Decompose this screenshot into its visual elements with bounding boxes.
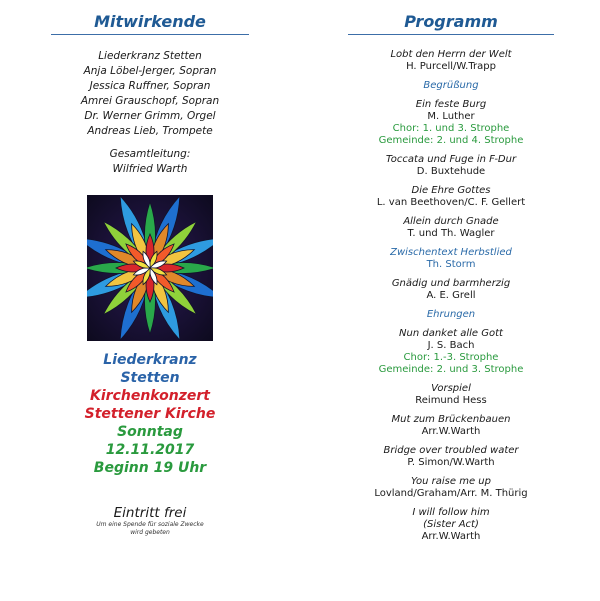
programme-line: Lobt den Herrn der Welt bbox=[390, 49, 512, 60]
event-time: Beginn 19 Uhr bbox=[93, 460, 207, 476]
performer: Anja Löbel-Jerger, Sopran bbox=[83, 65, 217, 77]
programme-line: Ehrungen bbox=[426, 309, 476, 320]
programme-item bbox=[348, 216, 554, 240]
programme-line: J. S. Bach bbox=[427, 340, 475, 351]
programme-line: Nun danket alle Gott bbox=[399, 328, 503, 339]
programme-line: Arr.W.Warth bbox=[421, 426, 481, 437]
programme-item bbox=[348, 278, 554, 302]
programme-item bbox=[348, 383, 554, 407]
programme-line: Lovland/Graham/Arr. M. Thürig bbox=[374, 488, 528, 499]
heading-rule bbox=[51, 34, 249, 35]
programme-line: Gemeinde: 2. und 4. Strophe bbox=[378, 135, 524, 146]
programme-line: Vorspiel bbox=[431, 383, 471, 394]
performer: Liederkranz Stetten bbox=[98, 50, 202, 62]
donation-note-line: Um eine Spende für soziale Zwecke bbox=[96, 521, 204, 528]
gesamtleitung bbox=[50, 147, 250, 177]
admission-free: Eintritt frei bbox=[113, 505, 187, 521]
gesamtleitung-name: Wilfried Warth bbox=[112, 163, 188, 175]
performers-list bbox=[50, 49, 250, 139]
programme-line: Arr.W.Warth bbox=[421, 531, 481, 542]
programme-line: Ein feste Burg bbox=[415, 99, 487, 110]
programme-line: Gemeinde: 2. und 3. Strophe bbox=[378, 364, 524, 375]
programme-line: Mut zum Brückenbauen bbox=[391, 414, 511, 425]
event-date: 12.11.2017 bbox=[105, 442, 195, 458]
programme-line: (Sister Act) bbox=[423, 519, 479, 530]
programme-line: Bridge over troubled water bbox=[383, 445, 519, 456]
programme-line: L. van Beethoven/C. F. Gellert bbox=[376, 197, 526, 208]
programme-line: H. Purcell/W.Trapp bbox=[406, 61, 496, 72]
performer: Jessica Ruffner, Sopran bbox=[89, 80, 211, 92]
programme-item bbox=[348, 476, 554, 500]
programme-line: A. E. Grell bbox=[426, 290, 476, 301]
event-info bbox=[50, 351, 250, 477]
heading-rule bbox=[348, 34, 554, 35]
performer: Andreas Lieb, Trompete bbox=[87, 125, 213, 137]
programme-item bbox=[348, 507, 554, 543]
programme-list bbox=[348, 49, 554, 543]
programme-item bbox=[348, 185, 554, 209]
programme-item bbox=[348, 309, 554, 321]
event-venue: Stettener Kirche bbox=[84, 406, 216, 422]
programme-item bbox=[348, 154, 554, 178]
programme-line: D. Buxtehude bbox=[416, 166, 486, 177]
programme-line: M. Luther bbox=[427, 111, 475, 122]
event-choir-place: Stetten bbox=[120, 370, 180, 386]
programme-item bbox=[348, 80, 554, 92]
programme-line: Th. Storm bbox=[426, 259, 476, 270]
kaleidoscope-artwork bbox=[87, 195, 213, 341]
programme-line: Allein durch Gnade bbox=[403, 216, 499, 227]
performer: Amrei Grauschopf, Sopran bbox=[80, 95, 220, 107]
programme-item bbox=[348, 328, 554, 376]
performer: Dr. Werner Grimm, Orgel bbox=[84, 110, 216, 122]
programme-line: Reimund Hess bbox=[415, 395, 487, 406]
programme-item bbox=[348, 414, 554, 438]
programme-line: Zwischentext Herbstlied bbox=[390, 247, 512, 258]
right-column bbox=[348, 0, 554, 550]
programme-line: I will follow him bbox=[412, 507, 490, 518]
event-title: Kirchenkonzert bbox=[90, 388, 210, 404]
donation-note-line: wird gebeten bbox=[130, 528, 170, 536]
programme-item bbox=[348, 445, 554, 469]
programme-item bbox=[348, 49, 554, 73]
programme-item bbox=[348, 99, 554, 147]
programme-line: Chor: 1.-3. Strophe bbox=[403, 352, 499, 363]
event-choir: Liederkranz bbox=[103, 352, 197, 368]
programme-line: Toccata und Fuge in F-Dur bbox=[385, 154, 517, 165]
programme-line: Gnädig und barmherzig bbox=[391, 278, 511, 289]
mitwirkende-heading: Mitwirkende bbox=[94, 12, 206, 31]
programme-line: T. und Th. Wagler bbox=[407, 228, 495, 239]
programme-line: Chor: 1. und 3. Strophe bbox=[392, 123, 510, 134]
event-day: Sonntag bbox=[117, 424, 183, 440]
programme-line: P. Simon/W.Warth bbox=[407, 457, 495, 468]
programme-line: You raise me up bbox=[411, 476, 491, 487]
programme-item bbox=[348, 247, 554, 271]
gesamtleitung-label: Gesamtleitung: bbox=[109, 148, 191, 160]
programm-heading: Programm bbox=[404, 12, 498, 31]
programme-line: Die Ehre Gottes bbox=[411, 185, 491, 196]
left-column bbox=[50, 0, 250, 536]
programme-line: Begrüßung bbox=[423, 80, 479, 91]
donation-note bbox=[50, 521, 250, 536]
